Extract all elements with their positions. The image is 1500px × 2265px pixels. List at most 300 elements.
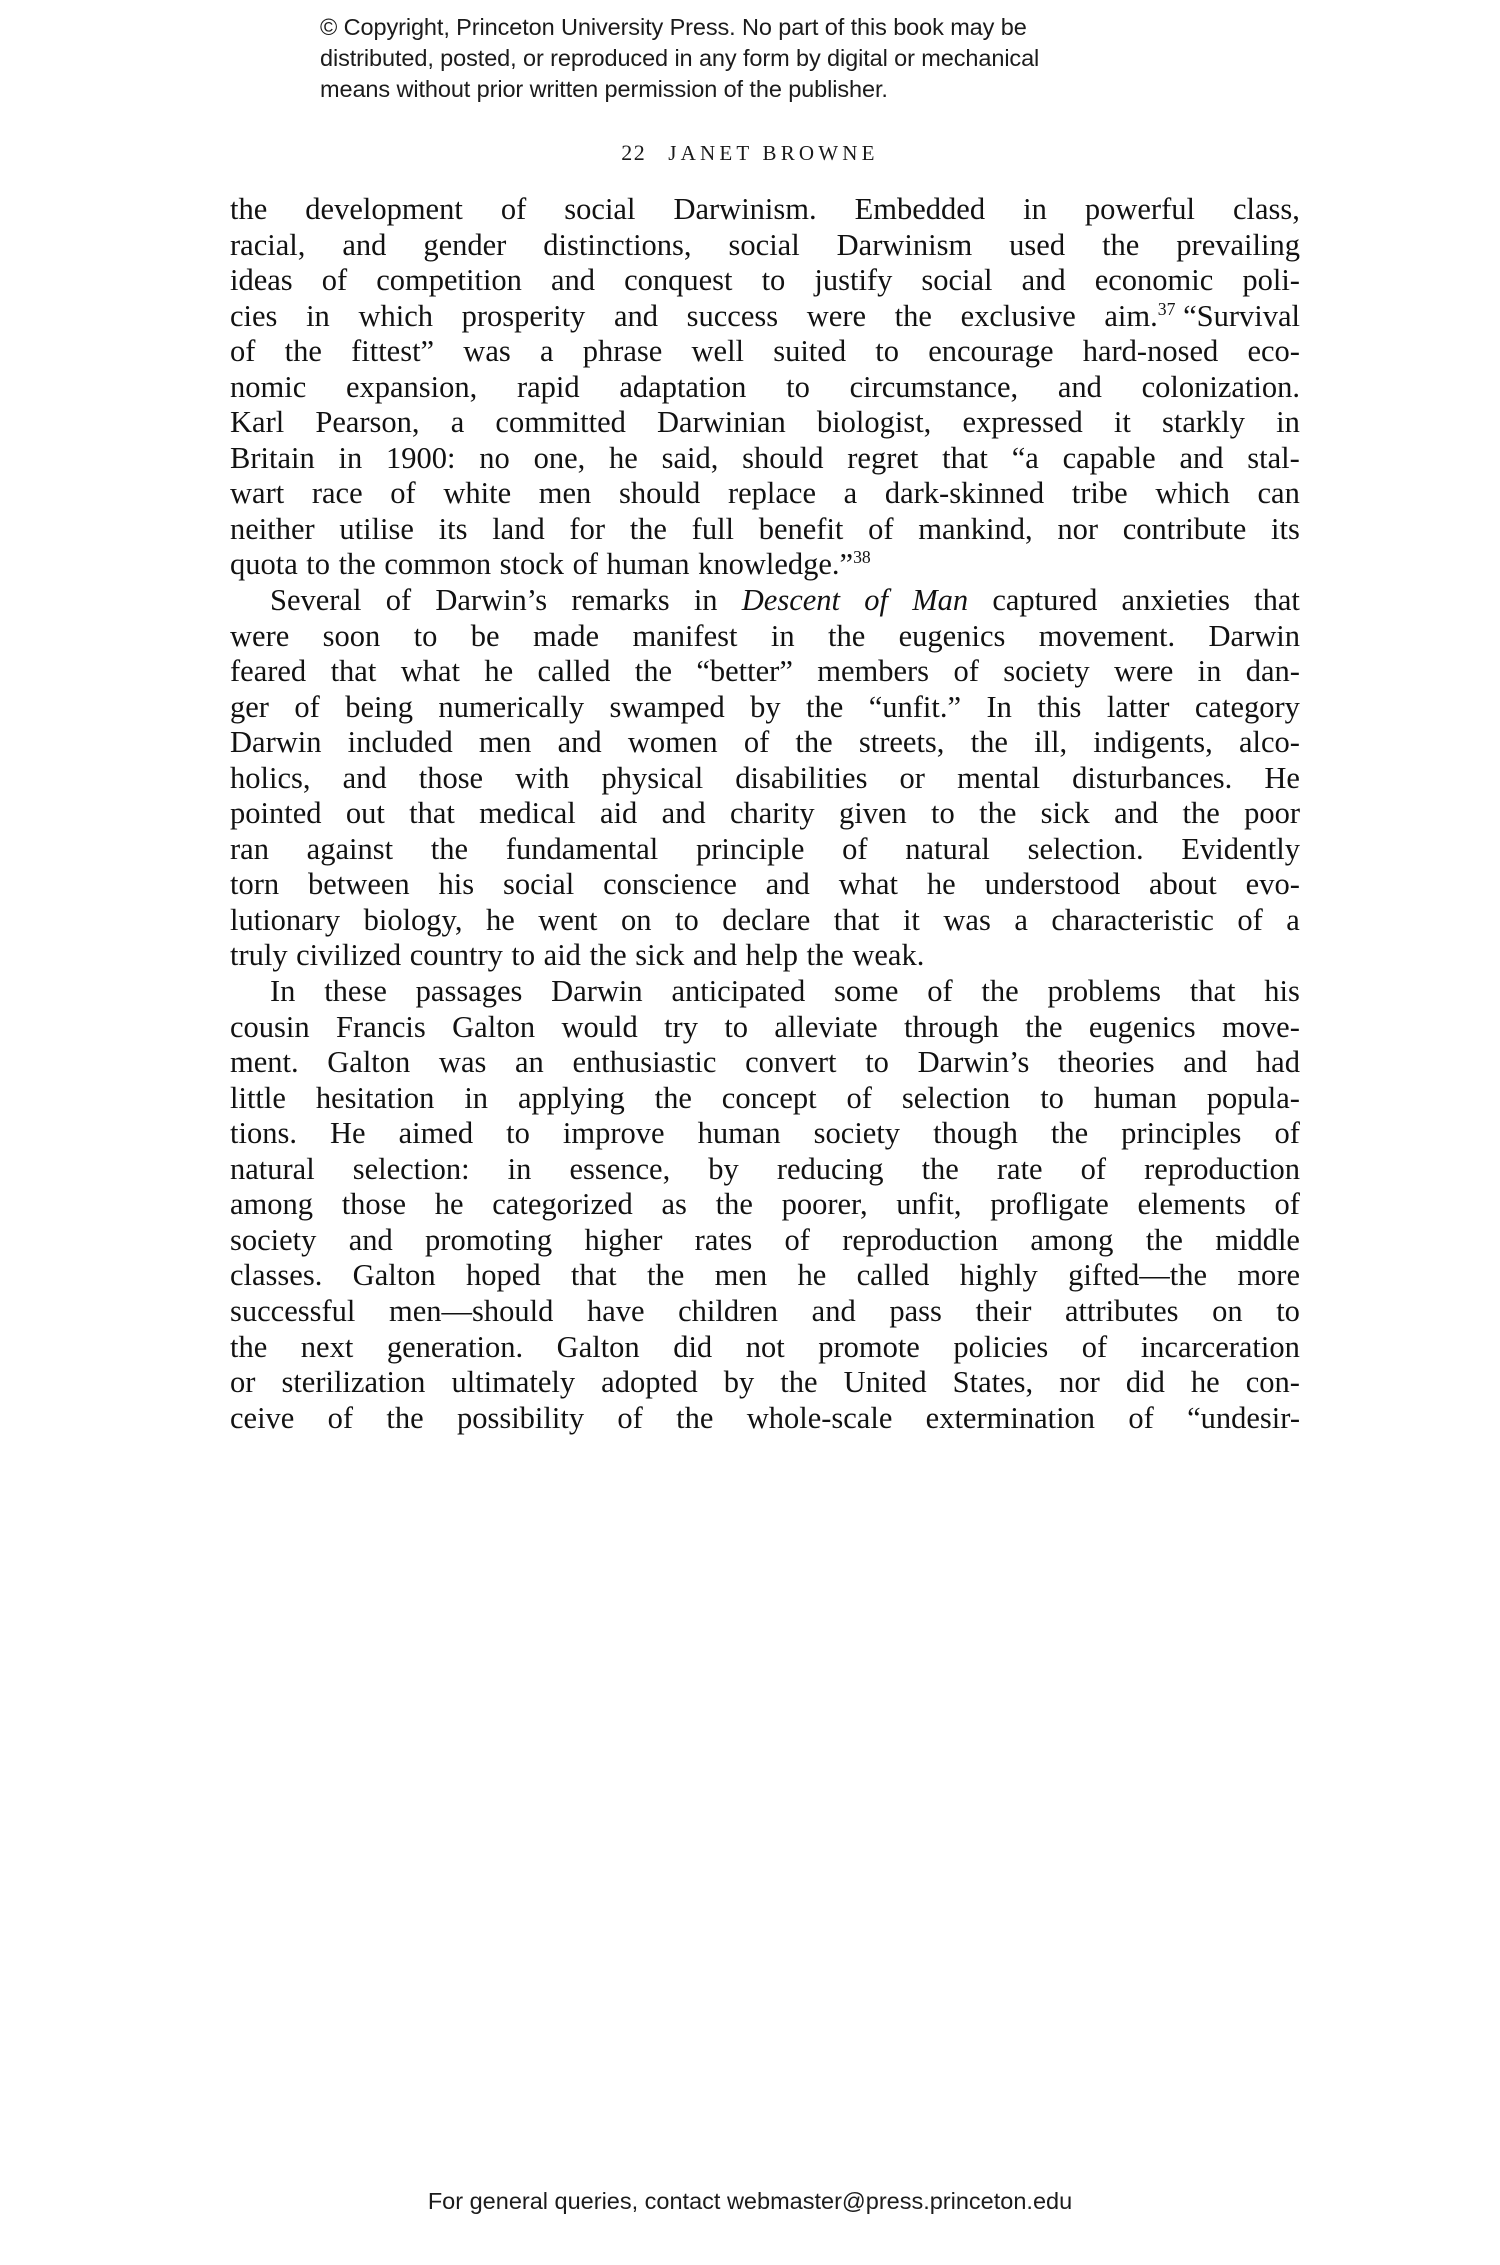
text-line (230, 1081, 1300, 1117)
text-word: the (1145, 1222, 1183, 1257)
text-word: Darwin’s (435, 583, 548, 618)
text-word: improve (562, 1116, 665, 1151)
text-word: applying (517, 1080, 625, 1115)
text-word: category (1194, 689, 1300, 724)
text-word: incarceration (1140, 1329, 1300, 1364)
text-line (230, 299, 1300, 335)
text-word: selection: (352, 1151, 470, 1186)
text-word: it (1113, 405, 1131, 440)
text-word: reproduction (1144, 1151, 1300, 1186)
text-word: help (745, 938, 799, 973)
text-word: latter (1106, 689, 1170, 724)
text-word: Galton (452, 1009, 536, 1044)
text-word: He (1264, 760, 1300, 795)
text-word: and (1179, 440, 1224, 475)
text-word: made (532, 618, 600, 653)
text-word: neither (230, 511, 315, 546)
text-word: dark-skinned (884, 476, 1045, 511)
text-word: was (463, 334, 511, 369)
text-word: tribe (1071, 476, 1128, 511)
text-word: ill, (1034, 725, 1068, 760)
text-word: of (1128, 1400, 1154, 1435)
text-line (230, 1152, 1300, 1188)
text-word: in (464, 1080, 489, 1115)
text-word: which (1155, 476, 1230, 511)
text-word: human (1093, 1080, 1177, 1115)
text-word: he (434, 1187, 464, 1222)
text-word: United (843, 1365, 927, 1400)
text-word: in (338, 440, 363, 475)
text-word: success (686, 298, 779, 333)
text-word: alleviate (774, 1009, 878, 1044)
text-word: more (1237, 1258, 1300, 1293)
text-word: of (868, 511, 894, 546)
text-word: men (538, 476, 592, 511)
text-word: and (550, 263, 596, 298)
text-word: ran (230, 831, 269, 866)
text-word: eugenics (1088, 1009, 1196, 1044)
footnote-marker[interactable]: 38 (853, 547, 871, 568)
text-word: of (500, 192, 527, 226)
text-word: mental (957, 760, 1041, 795)
text-word: highly (959, 1258, 1038, 1293)
text-word: the (827, 618, 866, 653)
text-word: it (902, 902, 920, 937)
text-line (230, 263, 1300, 299)
text-word: race (311, 476, 363, 511)
text-word: profligate (990, 1187, 1109, 1222)
text-word: against (306, 831, 394, 866)
text-line (230, 1258, 1300, 1294)
text-word: con- (1245, 1365, 1300, 1400)
text-word: of (390, 476, 416, 511)
text-line (230, 654, 1300, 690)
text-word: Several (270, 583, 362, 618)
text-word: Darwinism (836, 227, 973, 262)
text-word: though (933, 1116, 1018, 1151)
text-word: adaptation (619, 369, 747, 404)
text-word: sterilization (281, 1365, 426, 1400)
text-word: society (230, 1222, 317, 1257)
text-line (230, 228, 1300, 264)
text-word: the (647, 1258, 685, 1293)
text-word: torn (230, 867, 280, 902)
text-word: what (838, 867, 898, 902)
text-word: he (926, 867, 956, 902)
text-word: of (1274, 1187, 1300, 1222)
text-word: and (1183, 1045, 1228, 1080)
text-word: gifted—the (1068, 1258, 1207, 1293)
text-word: biologist, (816, 405, 932, 440)
text-word: of (784, 1222, 810, 1257)
text-word: those (418, 760, 484, 795)
text-word: to (413, 618, 438, 653)
text-word: he (797, 1258, 827, 1293)
text-word: and (661, 796, 706, 831)
text-word: which (358, 298, 433, 333)
text-line (230, 370, 1300, 406)
text-word: Galton (556, 1329, 640, 1364)
text-word: pass (889, 1293, 942, 1328)
text-word: the (970, 725, 1008, 760)
text-word: society (1003, 654, 1090, 689)
text-word: distinctions, (543, 227, 692, 262)
text-word: of (842, 831, 868, 866)
text-word: of (953, 654, 979, 689)
text-word: colonization. (1141, 369, 1300, 404)
text-word: “undesir- (1187, 1400, 1300, 1435)
text-word: Darwin (551, 974, 643, 1009)
text-line (230, 1010, 1300, 1046)
text-word: by (708, 1151, 739, 1186)
text-word: the (1102, 227, 1140, 262)
text-word: development (305, 192, 463, 226)
text-word: that (330, 654, 377, 689)
text-word: suited (773, 334, 847, 369)
text-word: streets, (858, 725, 945, 760)
text-word: Francis (335, 1009, 426, 1044)
text-word: the (981, 974, 1019, 1009)
text-word: did (673, 1329, 713, 1364)
text-word: in (1197, 654, 1222, 689)
text-word: social (728, 227, 800, 262)
text-line (230, 441, 1300, 477)
text-word: by (723, 1365, 755, 1400)
text-word: of (321, 263, 348, 298)
text-word: women (627, 725, 718, 760)
text-word: movement. (1038, 618, 1176, 653)
text-word: expressed (962, 405, 1083, 440)
text-line (230, 796, 1300, 832)
text-word: Galton (352, 1258, 436, 1293)
text-word: attributes (1064, 1293, 1179, 1328)
text-word: in (306, 298, 330, 333)
text-word: no (479, 440, 510, 475)
text-word: in (770, 618, 795, 653)
text-word: a (539, 334, 554, 369)
text-word: nor (1057, 511, 1098, 546)
text-word: passages (415, 974, 523, 1009)
text-word: generation. (386, 1329, 524, 1364)
text-word: as (661, 1187, 687, 1222)
text-word: Britain (230, 440, 315, 475)
text-word: of (1080, 1151, 1107, 1186)
text-word: whole-scale (746, 1400, 893, 1435)
text-word: the (1050, 1116, 1089, 1151)
text-word: the (654, 1080, 692, 1115)
text-word: disabilities (735, 760, 868, 795)
text-word: land (492, 511, 545, 546)
text-word: eco- (1247, 334, 1300, 369)
text-word: have (586, 1293, 645, 1328)
text-word: the (634, 654, 672, 689)
text-word: rapid (516, 369, 580, 404)
text-line (230, 547, 1300, 583)
text-word: with (515, 760, 570, 795)
text-word: the (430, 831, 469, 866)
text-word: successful (230, 1293, 356, 1328)
text-line (230, 1365, 1300, 1401)
text-word: theories (1058, 1045, 1155, 1080)
text-word: country (409, 938, 503, 973)
running-head-author: JANET BROWNE (668, 141, 879, 165)
text-word: that (1254, 583, 1300, 618)
text-line (230, 1045, 1300, 1081)
text-word: the (921, 1151, 959, 1186)
text-word: the (676, 1400, 714, 1435)
text-word: the (979, 796, 1017, 831)
text-word: hesitation (315, 1080, 435, 1115)
text-word: that (942, 440, 988, 475)
text-word: their (975, 1293, 1032, 1328)
text-word: principles (1121, 1116, 1242, 1151)
text-word: the (806, 689, 844, 724)
text-line (230, 1294, 1300, 1330)
text-word: concept (721, 1080, 817, 1115)
text-word: Darwinian (657, 405, 786, 440)
text-word: elements (1137, 1187, 1246, 1222)
text-word: reproduction (842, 1222, 999, 1257)
text-word: that (409, 796, 455, 831)
text-word: of (327, 1400, 354, 1435)
text-word: cousin (230, 1009, 310, 1044)
text-line (230, 1187, 1300, 1223)
text-word: on (621, 902, 652, 937)
text-line (230, 867, 1300, 903)
text-word: to (875, 334, 900, 369)
text-word: remarks (571, 583, 670, 618)
text-word: between (308, 867, 410, 902)
text-word: what (400, 654, 460, 689)
text-word: declare (722, 902, 811, 937)
text-word: white (443, 476, 512, 511)
text-word: higher (584, 1222, 663, 1257)
text-word: biology, (363, 902, 463, 937)
text-word: exclusive (960, 298, 1076, 333)
text-word: He (329, 1116, 366, 1151)
text-word: the (230, 1329, 268, 1364)
text-word: possibility (456, 1400, 585, 1435)
text-line (230, 761, 1300, 797)
text-line (230, 1116, 1300, 1152)
text-word: to (511, 938, 536, 973)
text-word: his (1264, 974, 1300, 1009)
text-word: the (386, 1400, 424, 1435)
text-word: this (1037, 689, 1082, 724)
text-word: and (348, 1222, 393, 1257)
text-word: truly (230, 938, 288, 973)
text-word: was (943, 902, 991, 937)
text-word: of (1274, 1116, 1300, 1151)
text-word: principle (695, 831, 805, 866)
text-word: that (1189, 974, 1236, 1009)
text-word: human (606, 547, 690, 582)
text-word: its (438, 511, 468, 546)
text-word: swamped (609, 689, 725, 724)
text-word: prevailing (1176, 227, 1300, 262)
text-word: of (385, 583, 412, 618)
text-word: eugenics (898, 618, 1006, 653)
text-word: his (438, 867, 475, 902)
text-word: knowledge.”$^{38}$ (698, 547, 871, 582)
text-word: can (1257, 476, 1300, 511)
text-word: selection. (1027, 831, 1144, 866)
text-word: starkly (1162, 405, 1246, 440)
text-word: ideas (230, 263, 293, 298)
text-word: natural (905, 831, 990, 866)
paragraph (230, 974, 1300, 1436)
text-word: to (1040, 1080, 1064, 1115)
text-word: human (697, 1116, 781, 1151)
text-word: social (564, 192, 636, 226)
footnote-marker[interactable]: 37 (1157, 298, 1176, 319)
page-folio: 22 (621, 140, 647, 165)
text-word: one, (533, 440, 586, 475)
text-word: cies (230, 298, 278, 333)
text-word: feared (230, 654, 307, 689)
text-word: among (1030, 1222, 1114, 1257)
text-word: Galton (327, 1045, 411, 1080)
text-line (230, 1401, 1300, 1437)
text-word: essence, (569, 1151, 671, 1186)
text-word: to (931, 796, 955, 831)
text-word: stock (499, 547, 565, 582)
text-word: of (230, 334, 256, 369)
text-word: captured (992, 583, 1098, 618)
text-word: or (899, 760, 925, 795)
text-word: men (478, 725, 532, 760)
text-word: an (515, 1045, 544, 1080)
text-line (230, 512, 1300, 548)
text-word: of (294, 689, 320, 724)
text-line (230, 334, 1300, 370)
text-word: Darwin’s (917, 1045, 1030, 1080)
text-word: anticipated (671, 974, 806, 1009)
text-word: next (300, 1329, 354, 1364)
text-word: popula- (1206, 1080, 1300, 1115)
text-word: these (324, 974, 387, 1009)
text-line (230, 832, 1300, 868)
text-word: alco- (1238, 725, 1300, 760)
text-word: that (570, 1258, 617, 1293)
text-word: in (693, 583, 718, 618)
text-word: to (786, 369, 810, 404)
oldstyle-number: 1900 (386, 440, 448, 475)
text-word: stal- (1247, 440, 1300, 475)
text-word: the (806, 938, 844, 973)
text-word: aid (600, 796, 638, 831)
text-word: and (1114, 796, 1159, 831)
text-word: the (894, 298, 932, 333)
text-word: about (1149, 867, 1217, 902)
text-word: of (846, 1080, 872, 1115)
text-word: Descent (741, 583, 841, 618)
text-word: the (1182, 796, 1220, 831)
text-word: he (485, 902, 515, 937)
text-line (230, 476, 1300, 512)
text-word: and (811, 1293, 856, 1328)
text-word: aimed (398, 1116, 474, 1151)
text-word: powerful (1084, 192, 1195, 226)
text-line (230, 938, 1300, 974)
text-word: States, (952, 1365, 1034, 1400)
text-word: aim.$^{37}$ “Survival (1104, 298, 1300, 333)
text-word: being (345, 689, 413, 724)
text-word: the (795, 725, 833, 760)
text-line (230, 974, 1300, 1010)
text-word: members (817, 654, 930, 689)
text-word: selection (901, 1080, 1011, 1115)
text-word: Darwin (230, 725, 322, 760)
text-word: anxieties (1121, 583, 1230, 618)
text-line (230, 583, 1300, 619)
text-word: “a (1011, 440, 1039, 475)
text-word: a (843, 476, 858, 511)
text-word: In (986, 689, 1012, 724)
text-word: quota (230, 547, 298, 582)
text-word: nomic (230, 369, 307, 404)
text-word: utilise (339, 511, 414, 546)
text-word: circumstance, (849, 369, 1019, 404)
paragraph (230, 192, 1300, 583)
text-word: had (1255, 1045, 1300, 1080)
text-word: the (715, 1187, 753, 1222)
text-word: enthusiastic (572, 1045, 717, 1080)
text-word: “better” (696, 654, 793, 689)
text-word: social (503, 867, 575, 902)
text-word: in (1276, 405, 1300, 440)
text-word: should (742, 440, 824, 475)
text-word: ceive (230, 1400, 295, 1435)
text-word: on (1212, 1293, 1243, 1328)
text-word: a (1014, 902, 1028, 937)
text-word: problems (1047, 974, 1161, 1009)
text-word: gender (423, 227, 507, 262)
text-word: and (692, 938, 737, 973)
text-word: went (538, 902, 598, 937)
text-line (230, 405, 1300, 441)
text-word: common (384, 547, 492, 582)
text-word: and (557, 725, 602, 760)
text-word: reducing (776, 1151, 884, 1186)
text-word: and (1057, 369, 1102, 404)
text-word: those (341, 1187, 407, 1222)
text-word: Evidently (1181, 831, 1300, 866)
text-word: benefit (758, 511, 844, 546)
text-word: classes. (230, 1258, 323, 1293)
text-word: phrase (582, 334, 663, 369)
text-word: ultimately (451, 1365, 576, 1400)
text-word: to (674, 902, 699, 937)
text-word: charity (729, 796, 815, 831)
text-word: physical (601, 760, 704, 795)
text-word: sick (1040, 796, 1090, 831)
text-word: competition (376, 263, 522, 298)
text-word: and (342, 760, 387, 795)
text-word: racial, (230, 227, 306, 262)
text-word: society (813, 1116, 901, 1151)
text-word: through (904, 1009, 999, 1044)
text-word: given (838, 796, 907, 831)
text-word: well (691, 334, 745, 369)
text-word: lutionary (230, 902, 341, 937)
text-word: Pearson, (315, 405, 420, 440)
text-word: were (1114, 654, 1174, 689)
text-word: aid (543, 938, 581, 973)
text-word: convert (745, 1045, 837, 1080)
text-word: unfit, (896, 1187, 962, 1222)
copyright-notice (320, 12, 1220, 105)
